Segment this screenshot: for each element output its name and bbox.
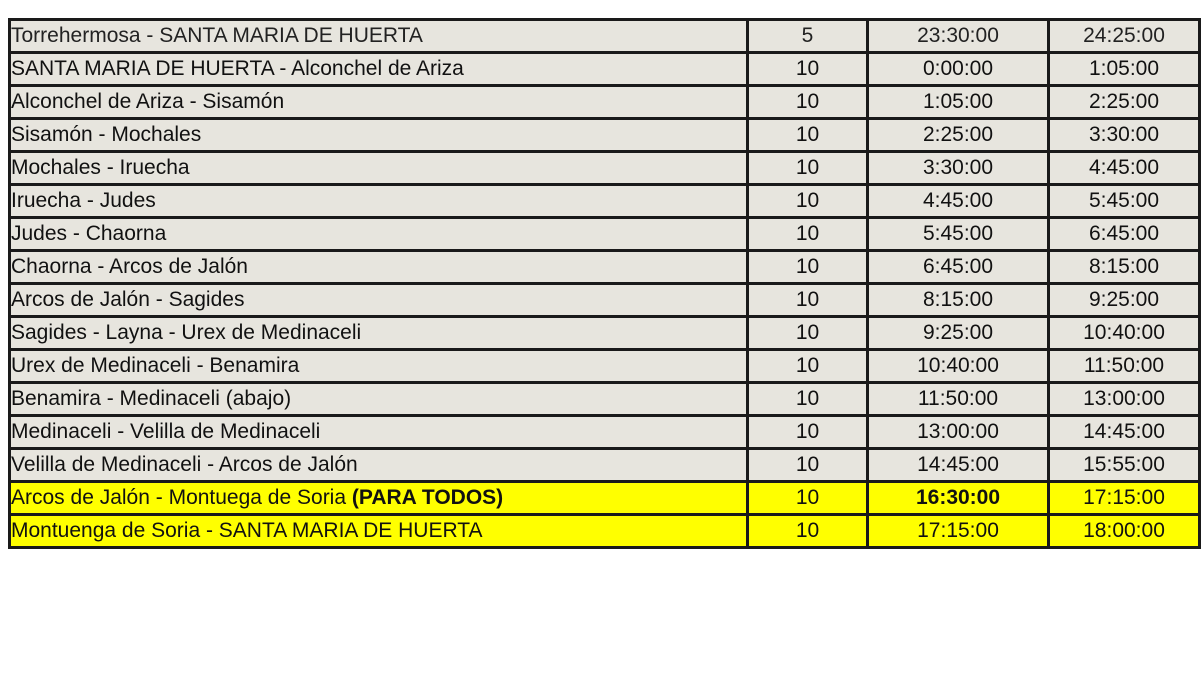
route-label: Arcos de Jalón - Sagides (11, 288, 245, 311)
table-row (10, 119, 1200, 152)
value-cell: 10 (748, 482, 868, 515)
start-time-cell: 23:30:00 (868, 20, 1049, 53)
route-label: Urex de Medinaceli - Benamira (11, 354, 300, 377)
schedule-body (10, 20, 1200, 548)
end-time-cell: 18:00:00 (1049, 515, 1200, 548)
table-row (10, 317, 1200, 350)
start-time-cell: 4:45:00 (868, 185, 1049, 218)
value-cell: 10 (748, 449, 868, 482)
route-cell (10, 53, 748, 86)
table-row (10, 218, 1200, 251)
route-label: Torrehermosa - SANTA MARIA DE HUERTA (11, 24, 423, 47)
route-cell (10, 383, 748, 416)
route-note: (PARA TODOS) (351, 486, 504, 509)
value-cell: 10 (748, 152, 868, 185)
start-time-cell: 3:30:00 (868, 152, 1049, 185)
start-time-cell: 8:15:00 (868, 284, 1049, 317)
route-label: Medinaceli - Velilla de Medinaceli (11, 420, 321, 443)
table-row-highlighted (10, 482, 1200, 515)
table-row (10, 350, 1200, 383)
start-time-cell: 10:40:00 (868, 350, 1049, 383)
end-time-cell: 8:15:00 (1049, 251, 1200, 284)
table-row (10, 416, 1200, 449)
end-time-cell: 10:40:00 (1049, 317, 1200, 350)
end-time-cell: 3:30:00 (1049, 119, 1200, 152)
table-row (10, 86, 1200, 119)
end-time-cell: 5:45:00 (1049, 185, 1200, 218)
start-time-cell: 2:25:00 (868, 119, 1049, 152)
value-cell: 10 (748, 317, 868, 350)
route-label: Chaorna - Arcos de Jalón (11, 255, 248, 278)
table-row-highlighted (10, 515, 1200, 548)
value-cell: 10 (748, 218, 868, 251)
route-cell (10, 152, 748, 185)
route-label: Arcos de Jalón - Montuega de Soria (11, 486, 352, 509)
value-cell: 10 (748, 383, 868, 416)
value-cell: 10 (748, 53, 868, 86)
route-label: Sagides - Layna - Urex de Medinaceli (11, 321, 362, 344)
table-row (10, 20, 1200, 53)
value-cell: 10 (748, 284, 868, 317)
route-cell (10, 317, 748, 350)
table-row (10, 383, 1200, 416)
table-row (10, 449, 1200, 482)
route-label: Iruecha - Judes (11, 189, 156, 212)
schedule-sheet (8, 24, 1198, 604)
end-time-cell: 11:50:00 (1049, 350, 1200, 383)
value-cell: 10 (748, 251, 868, 284)
end-time-cell: 15:55:00 (1049, 449, 1200, 482)
start-time-cell: 16:30:00 (868, 482, 1049, 515)
start-time-cell: 5:45:00 (868, 218, 1049, 251)
end-time-cell: 2:25:00 (1049, 86, 1200, 119)
value-cell: 10 (748, 416, 868, 449)
start-time-cell: 0:00:00 (868, 53, 1049, 86)
route-cell (10, 218, 748, 251)
end-time-cell: 13:00:00 (1049, 383, 1200, 416)
start-time-cell: 14:45:00 (868, 449, 1049, 482)
start-time-cell: 1:05:00 (868, 86, 1049, 119)
route-label: Sisamón - Mochales (11, 123, 202, 146)
start-time-cell: 13:00:00 (868, 416, 1049, 449)
end-time-cell: 6:45:00 (1049, 218, 1200, 251)
value-cell: 10 (748, 86, 868, 119)
value-cell: 10 (748, 185, 868, 218)
route-cell (10, 86, 748, 119)
end-time-cell: 9:25:00 (1049, 284, 1200, 317)
route-cell (10, 482, 748, 515)
value-cell: 5 (748, 20, 868, 53)
schedule-table (8, 18, 1201, 549)
route-label: Benamira - Medinaceli (abajo) (11, 387, 292, 410)
route-cell (10, 185, 748, 218)
table-row (10, 152, 1200, 185)
route-cell (10, 20, 748, 53)
end-time-cell: 14:45:00 (1049, 416, 1200, 449)
end-time-cell: 24:25:00 (1049, 20, 1200, 53)
start-time-cell: 17:15:00 (868, 515, 1049, 548)
start-time-cell: 11:50:00 (868, 383, 1049, 416)
route-label: SANTA MARIA DE HUERTA - Alconchel de Ariza (11, 57, 464, 80)
route-label: Alconchel de Ariza - Sisamón (11, 90, 285, 113)
end-time-cell: 17:15:00 (1049, 482, 1200, 515)
start-time-cell: 6:45:00 (868, 251, 1049, 284)
route-cell (10, 416, 748, 449)
end-time-cell: 4:45:00 (1049, 152, 1200, 185)
route-cell (10, 284, 748, 317)
route-label: Mochales - Iruecha (11, 156, 190, 179)
route-label: Montuenga de Soria - SANTA MARIA DE HUERTA (11, 519, 483, 542)
table-row (10, 185, 1200, 218)
table-row (10, 53, 1200, 86)
value-cell: 10 (748, 515, 868, 548)
route-label: Judes - Chaorna (11, 222, 167, 245)
end-time-cell: 1:05:00 (1049, 53, 1200, 86)
table-row (10, 251, 1200, 284)
route-cell (10, 119, 748, 152)
route-cell (10, 449, 748, 482)
value-cell: 10 (748, 119, 868, 152)
table-row (10, 284, 1200, 317)
start-time-cell: 9:25:00 (868, 317, 1049, 350)
route-cell (10, 350, 748, 383)
route-cell (10, 515, 748, 548)
route-label: Velilla de Medinaceli - Arcos de Jalón (11, 453, 358, 476)
route-cell (10, 251, 748, 284)
value-cell: 10 (748, 350, 868, 383)
